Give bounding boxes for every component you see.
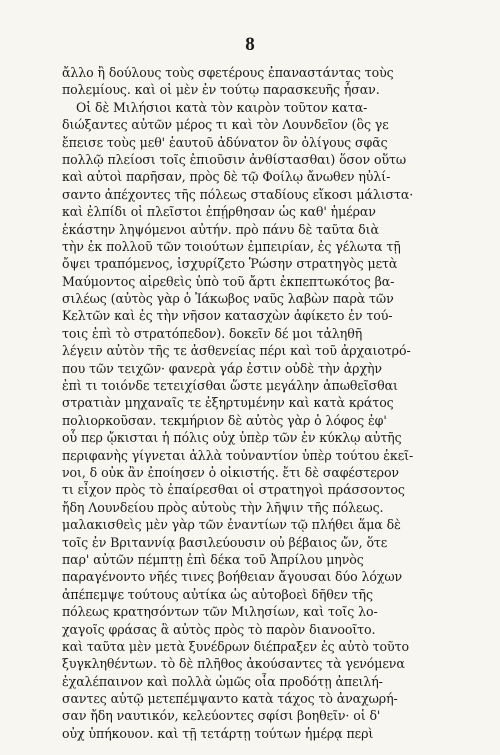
text-line: μαλακισθεὶς μὲν γὰρ τῶν ἐναντίων τῷ πλήθει ἅμα δὲ (62, 517, 401, 533)
text-line: σιλέως (αὐτὸς γὰρ ὁ Ἰάκωβος ναῦς λαβὼν παρὰ τῶν (62, 291, 394, 307)
text-line: ἐπὶ τι τοιόνδε τετειχίσθαι ὥστε μεγάλην ἀπωθεῖσθαι (62, 378, 398, 394)
text-line: διώξαντες αὐτῶν μέρος τι καὶ τὸν Λουνδεῖον (ὃς γε (62, 117, 389, 133)
text-line: ἄλλο ἢ δούλους τοὺς σφετέρους ἐπαναστάντας τοὺς (62, 65, 394, 80)
text-line: πολιορκοῦσαν. τεκμήριον δὲ αὐτὸς γὰρ ὁ λόφος ἐφ' (62, 412, 387, 428)
text-line: παρ' αὐτῶν πέμπτῃ ἐπὶ δέκα τοῦ Ἀπρίλου μηνὸς (62, 551, 364, 567)
text-line: καὶ αὐτοὶ παρῆσαν, πρὸς δὲ τῷ Φοίλῳ ἄνωθεν ηὐλί- (62, 169, 391, 185)
text-line: ὄψει τραπόμενος, ἰσχυρίζετο Ῥώσην στρατηγὸς μετὰ (62, 256, 398, 272)
page-number: 8 (245, 34, 255, 55)
text-line: οὐχ ὑπήκουον. καὶ τῇ τετάρτῃ τούτων ἡμέρᾳ περὶ (62, 725, 374, 741)
text-line: πολλῷ πλείοσι τοῖς ἐπιοῦσιν ἀνθίστασθαι) ὅσον οὕτω (62, 151, 407, 167)
text-line: ἐχαλέπαινον καὶ πολλὰ ὠμῶς οἷα προδότῃ ἀπειλή- (62, 673, 383, 689)
text-line: καὶ ταῦτα μὲν μετὰ ξυνέδρων διέπραξεν ἐς αὐτὸ τοῦτο (62, 638, 409, 654)
text-line: ἑκάστην ληψόμενοι αὐτήν. πρὸ πάνυ δὲ ταῦτα διὰ (62, 221, 379, 237)
text-line: πολεμίους. καὶ οἱ μὲν ἐν τούτῳ παρασκευῆς ἦσαν. (62, 82, 380, 98)
text-line: οὗ περ ᾤκισται ἡ πόλις οὐχ ὑπὲρ τῶν ἐν κύκλῳ αὐτῆς (62, 430, 402, 446)
body-text (62, 64, 458, 742)
text-line: λέγειν αὐτὸν τῆς τε ἀσθενείας πέρι καὶ τοῦ ἀρχαιοτρό- (62, 343, 411, 359)
text-line: σαν ἤδη ναυτικόν, κελεύοντες σφίσι βοηθεῖν· οἱ δ' (62, 708, 381, 724)
text-line: παραγένοντο νῆές τινες βοήθειαν ἄγουσαι δύο λόχων (62, 569, 403, 585)
text-line: στρατιὰν μηχαναῖς τε ἐξηρτυμένην καὶ κατὰ κράτος (62, 395, 394, 411)
text-line: ἀπέπεμψε τούτους αὐτίκα ὡς αὐτοβοεὶ δῆθεν τῆς (62, 586, 373, 602)
text-line: τι εἶχον πρὸς τὸ ἐπαίρεσθαι οἱ στρατηγοὶ πράσσοντος (62, 482, 405, 498)
text-line: περιφανὴς γίγνεται ἀλλὰ τοὐναντίον ὑπὲρ τούτου ἐκεῖ- (62, 447, 414, 463)
text-line: τοῖς ἐν Βριταννίᾳ βασιλεύουσιν οὐ βέβαιος ὤν, ὅτε (62, 534, 388, 550)
text-line: σαντες αὐτῷ μετεπέμψαντο κατὰ τάχος τὸ ἀναχωρή- (62, 691, 398, 707)
text-line: πόλεως κρατησόντων τῶν Μιλησίων, καὶ τοῖς λο- (62, 604, 378, 620)
text-line: τοις ἐπὶ τὸ στρατόπεδον). δοκεῖν δέ μοι τἀληθῆ (62, 325, 363, 341)
text-line: ἤδη Λουνδείου πρὸς αὐτοὺς τὴν λῆψιν τῆς πόλεως. (62, 499, 384, 515)
text-line: σαντο ἀπέχοντες τῆς πόλεως σταδίους εἴκοσι μάλιστα· (62, 186, 414, 202)
text-line: καὶ ἐλπίδι οἱ πλεῖστοι ἐπῄρθησαν ὡς καθ' ἡμέραν (62, 204, 376, 220)
text-line: που τῶν τειχῶν· φανερὰ γάρ ἐστιν οὐδὲ τὴν ἀρχὴν (62, 360, 382, 376)
text-line: νοι, δ οὐκ ἂν ἐποίησεν ὁ οἰκιστής. ἔτι δὲ σαφέστερον (62, 464, 399, 480)
paragraph-start-line: Οἱ δὲ Μιλήσιοι κατὰ τὸν καιρὸν τοῦτον κατα- (76, 99, 368, 115)
text-line: Κελτῶν καὶ ἐς τὴν νῆσον κατασχὼν ἀφίκετο ἐν τού- (62, 308, 393, 324)
text-line: τὴν ἐκ πολλοῦ τῶν τοιούτων ἐμπειρίαν, ἐς γέλωτα τῇ (62, 238, 401, 254)
text-line: ἔπεισε τοὺς μεθ' ἑαυτοῦ ἀδύνατον ὂν ὀλίγους σφᾶς (62, 134, 388, 150)
text-line: χαγοῖς φράσας ἃ αὐτὸς πρὸς τὸ παρὸν διανοοῖτο. (62, 621, 376, 637)
text-line: ξυγκληθέντων. τὸ δὲ πλῆθος ἀκούσαντες τὰ γενόμενα (62, 656, 405, 672)
text-line: Μαύμοντος αἱρεθεὶς ὑπὸ τοῦ ἄρτι ἐκπεπτωκότος βα- (62, 273, 395, 289)
